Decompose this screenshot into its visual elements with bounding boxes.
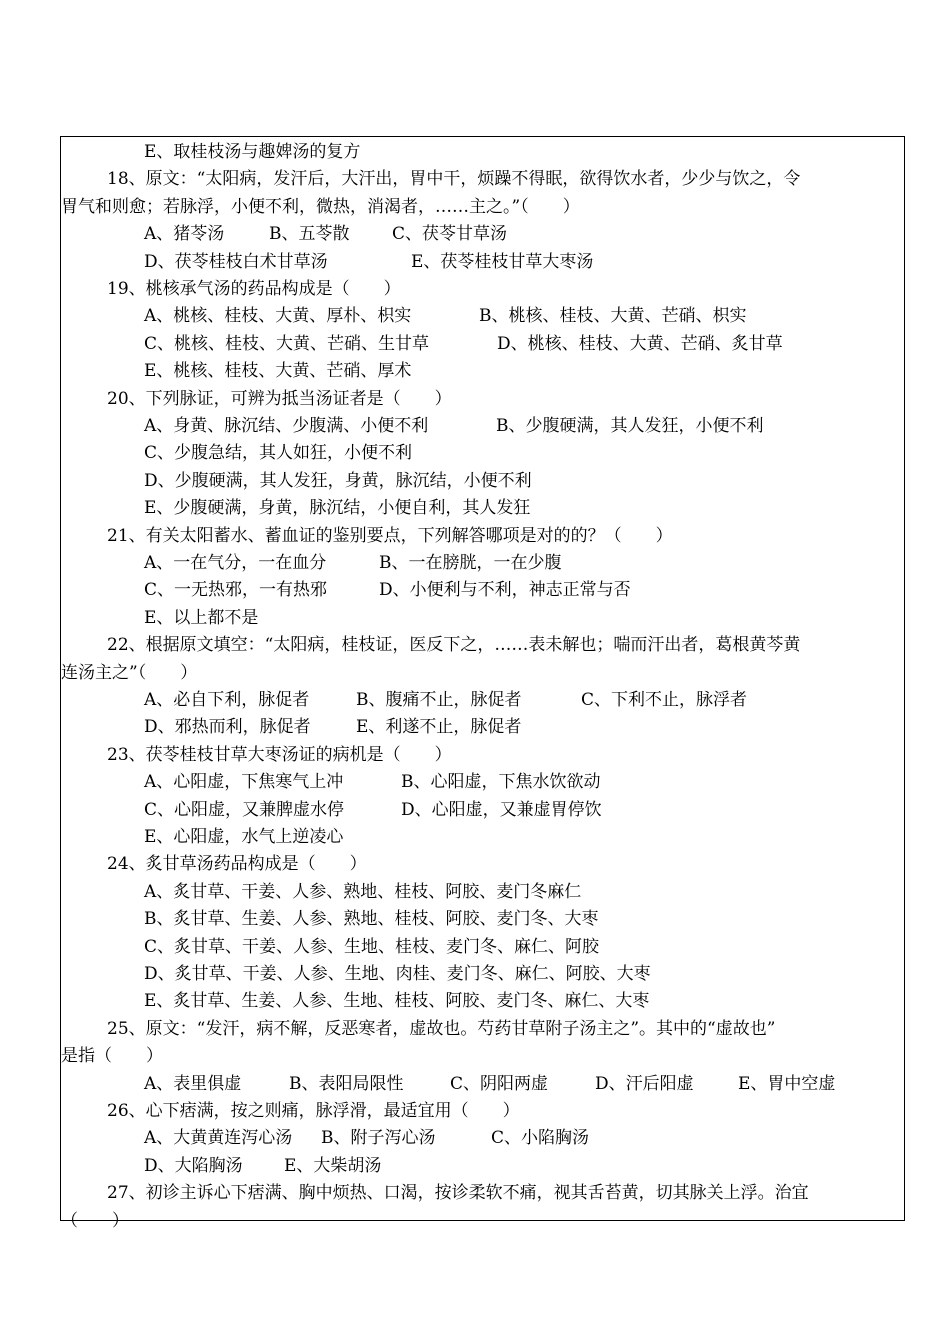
answer-option: B、一在膀胱，一在少腹	[379, 553, 562, 573]
answer-option: E、桃核、桂枝、大黄、芒硝、厚术	[144, 361, 412, 382]
answer-option: B、少腹硬满，其人发狂，小便不利	[496, 416, 764, 436]
answer-option: D、心阳虚，又兼虚胃停饮	[401, 799, 602, 820]
answer-option: D、桃核、桂枝、大黄、芒硝、炙甘草	[497, 333, 783, 354]
answer-option: C、心阳虚，又兼脾虚水停	[144, 799, 345, 820]
answer-option: E、以上都不是	[144, 607, 259, 628]
answer-option: B、附子泻心汤	[321, 1128, 436, 1149]
answer-option: E、利遂不止，脉促者	[356, 717, 522, 738]
answer-option: D、茯苓桂枝白术甘草汤	[144, 251, 328, 272]
options-line	[61, 139, 904, 166]
answer-option: E、取桂枝汤与趣婢汤的复方	[144, 142, 361, 162]
options-line	[61, 605, 904, 632]
answer-option: C、炙甘草、干姜、人参、生地、桂枝、麦门冬、麻仁、阿胶	[144, 936, 600, 957]
options-line	[61, 1071, 904, 1098]
answer-option: A、身黄、脉沉结、少腹满、小便不利	[144, 416, 429, 436]
answer-option: C、阴阳两虚	[450, 1073, 549, 1094]
question-continuation-line: 连汤主之”（ ）	[61, 662, 198, 683]
answer-option: C、小陷胸汤	[491, 1128, 590, 1149]
question-continuation-line: 胃气和则愈；若脉浮，小便不利，微热，消渴者，……主之。”（ ）	[61, 196, 580, 217]
question-line: 20、下列脉证，可辨为抵当汤证者是（ ）	[107, 388, 452, 409]
question-box	[60, 136, 905, 1231]
question-continuation-line: （ ）	[61, 1210, 129, 1231]
answer-option: A、心阳虚，下焦寒气上冲	[144, 772, 344, 793]
answer-option: A、必自下利，脉促者	[144, 690, 310, 710]
question-line: 22、根据原文填空：“太阳病，桂枝证，医反下之，……表未解也；喘而汗出者，葛根黄芩黄	[107, 635, 801, 656]
answer-option: D、大陷胸汤	[144, 1155, 243, 1176]
options-line	[61, 413, 904, 440]
answer-option: A、猪苓汤	[144, 224, 225, 245]
answer-option: B、心阳虚，下焦水饮欲动	[401, 772, 601, 793]
answer-option: D、炙甘草、干姜、人参、生地、肉桂、麦门冬、麻仁、阿胶、大枣	[144, 964, 651, 984]
answer-option: C、一无热邪，一有热邪	[144, 580, 328, 601]
options-line	[61, 824, 904, 851]
answer-option: C、桃核、桂枝、大黄、芒硝、生甘草	[144, 333, 430, 354]
options-line	[61, 769, 904, 796]
question-line: 23、茯苓桂枝甘草大枣汤证的病机是（ ）	[107, 744, 452, 765]
answer-option: B、五苓散	[269, 224, 350, 245]
options-line	[61, 468, 904, 495]
answer-option: B、表阳局限性	[289, 1073, 404, 1094]
question-continuation-line: 是指（ ）	[61, 1046, 163, 1067]
answer-option: E、少腹硬满，身黄，脉沉结，小便自利，其人发狂	[144, 498, 531, 519]
answer-option: B、炙甘草、生姜、人参、熟地、桂枝、阿胶、麦门冬、大枣	[144, 909, 599, 930]
answer-option: E、茯苓桂枝甘草大枣汤	[411, 251, 594, 272]
options-line	[61, 714, 904, 741]
question-line: 26、心下痞满，按之则痛，脉浮滑，最适宜用（ ）	[107, 1101, 520, 1121]
question-line: 25、原文：“发汗，病不解，反恶寒者，虚故也。芍药甘草附子汤主之”。其中的“虚故也”	[107, 1018, 776, 1039]
options-line	[61, 249, 904, 276]
question-line: 18、原文：“太阳病，发汗后，大汗出，胃中干，烦躁不得眠，欲得饮水者，少少与饮之，令	[107, 169, 801, 190]
answer-option: D、汗后阳虚	[595, 1073, 694, 1094]
question-line: 19、桃核承气汤的药品构成是（ ）	[107, 279, 401, 299]
answer-option: E、心阳虚，水气上逆凌心	[144, 827, 344, 847]
question-line: 21、有关太阳蓄水、蓄血证的鉴别要点，下列解答哪项是对的的？（ ）	[107, 525, 673, 546]
answer-option: A、炙甘草、干姜、人参、熟地、桂枝、阿胶、麦门冬麻仁	[144, 881, 582, 902]
options-line	[61, 934, 904, 961]
answer-option: E、胃中空虚	[738, 1073, 836, 1094]
options-line	[61, 1153, 904, 1180]
options-line	[61, 961, 904, 988]
answer-option: D、小便利与不利，神志正常与否	[379, 580, 631, 601]
options-line	[61, 797, 904, 824]
answer-option: C、下利不止，脉浮者	[581, 690, 748, 710]
answer-option: A、一在气分，一在血分	[144, 553, 327, 573]
options-line	[61, 495, 904, 522]
answer-option: E、炙甘草、生姜、人参、生地、桂枝、阿胶、麦门冬、麻仁、大枣	[144, 991, 650, 1012]
answer-option: E、大柴胡汤	[284, 1155, 382, 1176]
answer-option: B、腹痛不止，脉促者	[356, 690, 522, 710]
options-line	[61, 440, 904, 467]
question-line: 24、炙甘草汤药品构成是（ ）	[107, 854, 367, 875]
answer-option: C、茯苓甘草汤	[392, 224, 508, 245]
options-line	[61, 331, 904, 358]
options-line	[61, 906, 904, 933]
answer-option: D、邪热而利，脉促者	[144, 717, 311, 738]
options-line	[61, 988, 904, 1015]
answer-option: C、少腹急结，其人如狂，小便不利	[144, 443, 413, 464]
answer-option: A、表里俱虚	[144, 1073, 242, 1094]
options-line	[61, 879, 904, 906]
options-line	[61, 221, 904, 248]
answer-option: A、桃核、桂枝、大黄、厚朴、枳实	[144, 306, 412, 327]
answer-option: D、少腹硬满，其人发狂，身黄，脉沉结，小便不利	[144, 470, 532, 491]
options-line	[61, 303, 904, 330]
answer-option: B、桃核、桂枝、大黄、芒硝、枳实	[479, 306, 747, 327]
options-line	[61, 1125, 904, 1152]
options-line	[61, 577, 904, 604]
options-line	[61, 358, 904, 385]
answer-option: A、大黄黄连泻心汤	[144, 1128, 293, 1149]
options-line	[61, 550, 904, 577]
question-line: 27、初诊主诉心下痞满、胸中烦热、口渴，按诊柔软不痛，视其舌苔黄，切其脉关上浮。治宜	[107, 1183, 809, 1204]
options-line	[61, 687, 904, 714]
